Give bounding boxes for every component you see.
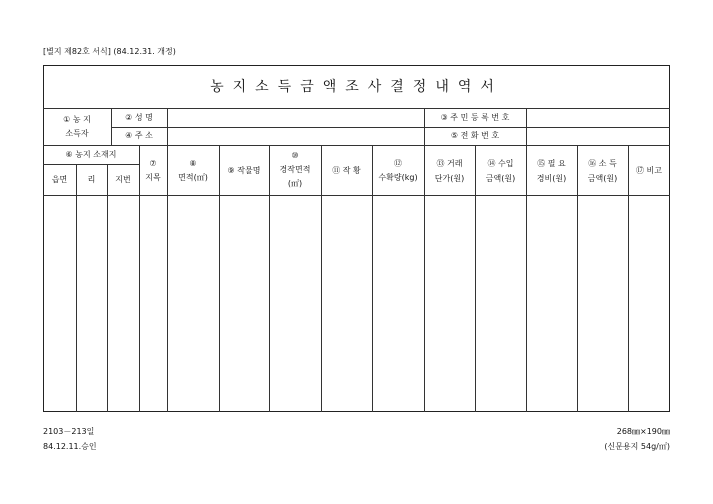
divider [577,145,578,412]
eup-myeon-header: 읍면 [51,175,68,184]
divider [139,145,140,412]
divider [111,127,670,128]
form-code: 2103－213일 [43,427,95,436]
resident-id-label: ③ 주 민 등 록 번 호 [440,113,510,122]
trade-price-header: ⑬ 거래 [436,159,463,168]
yield-header: 수확량(kg) [378,173,418,182]
jimok-number: ⑦ [149,159,157,168]
cultivated-area-header: 경작면적 [279,165,311,174]
cultivated-area-number: ⑩ [291,151,299,160]
approval-date: 84.12.11.승인 [43,442,97,451]
area-number: ⑧ [189,159,197,168]
divider [43,164,139,165]
expense-header-2: 경비(원) [536,174,567,183]
divider [167,145,168,412]
divider [107,164,108,412]
owner-label-2: 소득자 [65,129,89,138]
expense-header: ⑮ 필 요 [537,159,566,168]
farmland-location-header: ⑥ 농지 소재지 [65,150,117,159]
jibeon-header: 지번 [115,175,131,184]
revenue-header: ⑭ 수입 [487,159,514,168]
divider [526,145,527,412]
address-label: ④ 주 소 [125,131,153,140]
divider [43,108,670,109]
divider [43,145,670,146]
divider [424,145,425,412]
divider [628,145,629,412]
divider [43,195,670,196]
yield-number: ⑫ [394,159,402,168]
divider [321,145,322,412]
cultivated-area-unit: (㎡) [287,179,303,188]
divider [167,108,168,145]
ri-header: 리 [87,175,96,184]
name-label: ② 성 명 [125,113,153,122]
paper-size: 268㎜×190㎜ [616,427,670,436]
revenue-header-2: 금액(원) [485,174,516,183]
form-label: [별지 제82호 서식] (84.12.31. 개정) [43,47,176,56]
jimok-header: 지목 [145,173,161,182]
divider [219,145,220,412]
cropping-header: ⑪ 작 황 [332,166,361,175]
income-header-2: 금액(원) [587,174,618,183]
trade-price-header-2: 단가(원) [434,174,465,183]
form-title: 농지소득금액조사결정내역서 [210,79,503,95]
owner-label: ① 농 지 [63,115,91,124]
income-header: ⑯ 소 득 [588,159,617,168]
crop-header: ⑨ 작물명 [227,166,261,175]
divider [475,145,476,412]
divider [372,145,373,412]
remarks-header: ⑰ 비고 [636,166,662,175]
divider [76,164,77,412]
phone-label: ⑤ 전 화 번 호 [450,131,500,140]
area-header: 면적(㎡) [178,173,208,182]
divider [526,108,527,145]
paper-type: (신문용지 54g/㎡) [604,442,670,451]
